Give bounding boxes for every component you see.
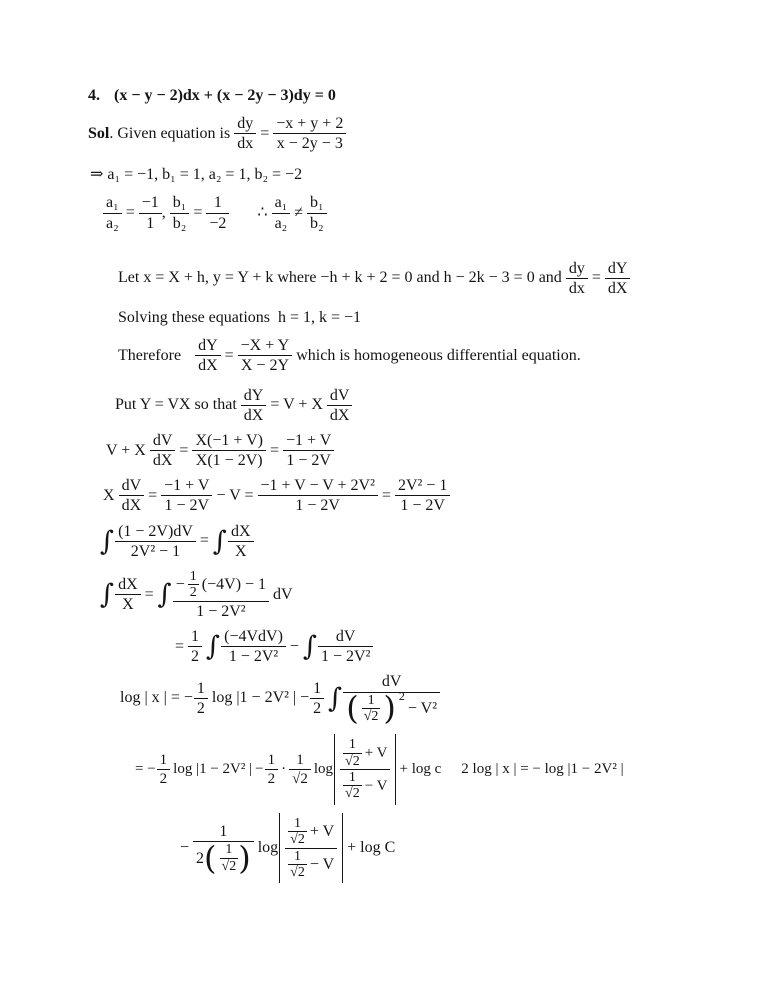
denominator: 2 xyxy=(310,698,324,718)
denominator: dX xyxy=(195,355,221,375)
equals-sign: = xyxy=(144,585,154,603)
absolute-value-group xyxy=(279,813,343,884)
denominator: √2 xyxy=(345,753,360,769)
solution-intro-line xyxy=(88,114,765,153)
numerator: −1 + V − V + 2V² xyxy=(260,477,375,495)
fraction xyxy=(288,849,307,881)
denominator: √2 xyxy=(363,708,379,724)
fraction xyxy=(395,476,450,515)
fraction xyxy=(289,751,311,788)
math-text: which is homogeneous differential equation. xyxy=(296,346,581,364)
ratio-test-line xyxy=(103,193,765,232)
numerator: dX xyxy=(118,576,138,594)
math-text: − V xyxy=(364,777,388,794)
integral-sign: ∫ xyxy=(206,631,221,663)
fraction xyxy=(340,737,390,802)
numerator: 1 xyxy=(267,752,276,769)
numerator: b₁ xyxy=(172,194,187,212)
problem-statement: (x − y − 2)dx + (x − 2y − 3)dy = 0 xyxy=(114,87,336,104)
numerator: (−4VdV) xyxy=(224,627,283,645)
math-text: 2 xyxy=(196,849,205,867)
integral-sign: ∫ xyxy=(302,631,318,663)
integral-sign: ∫ xyxy=(157,579,172,611)
equals-sign: = xyxy=(224,346,234,364)
log-text: log xyxy=(257,839,279,857)
numerator: 1 xyxy=(348,737,356,753)
denominator: X xyxy=(115,594,141,614)
math-text: Solving these equations h = 1, k = −1 xyxy=(118,309,362,327)
math-text: − V = xyxy=(216,486,254,504)
denominator: dX xyxy=(119,495,145,515)
fraction xyxy=(605,259,631,298)
integral-line xyxy=(100,522,765,561)
numerator: −1 + V xyxy=(164,477,210,495)
integral-line xyxy=(100,569,765,621)
minus-sign: − xyxy=(180,839,190,857)
fraction xyxy=(188,569,199,601)
fraction xyxy=(119,476,145,515)
denominator: dx xyxy=(566,278,588,298)
numerator: 1 xyxy=(293,848,301,864)
math-text: + log c xyxy=(399,761,442,778)
numerator: dy xyxy=(568,259,585,277)
fraction xyxy=(272,193,291,232)
denominator: 1 − 2V xyxy=(161,495,212,515)
fraction xyxy=(265,751,279,788)
math-text: + V xyxy=(309,823,335,841)
denominator: √2 xyxy=(290,865,305,881)
fraction xyxy=(115,522,196,561)
numerator: 1 xyxy=(219,823,228,841)
denominator: b₂ xyxy=(307,213,327,233)
denominator: a₂ xyxy=(272,213,291,233)
fraction xyxy=(273,114,346,153)
fraction xyxy=(228,522,254,561)
multiply-dot: · xyxy=(281,761,287,778)
numerator: (1 − 2V)dV xyxy=(118,522,193,540)
numerator: −x + y + 2 xyxy=(276,115,344,132)
fraction xyxy=(318,627,373,666)
denominator: 2 xyxy=(157,769,171,788)
numerator: b₁ xyxy=(310,194,324,212)
fraction xyxy=(157,751,171,788)
math-text: X xyxy=(103,486,115,504)
denominator: 1 − 2V xyxy=(283,450,334,470)
comma: , xyxy=(161,204,166,222)
log-result-line xyxy=(135,734,765,805)
numerator: 1 xyxy=(213,194,222,212)
fraction xyxy=(170,193,190,232)
equals-sign: = xyxy=(148,486,158,504)
open-paren: ( xyxy=(204,838,217,877)
sol-label: Sol xyxy=(88,124,110,142)
math-text: = V + X xyxy=(270,396,323,414)
therefore-symbol: ∴ xyxy=(257,204,268,222)
denominator: X(1 − 2V) xyxy=(192,450,266,470)
minus-sign: − xyxy=(175,576,185,594)
numerator: dY xyxy=(607,259,628,277)
fraction xyxy=(327,386,353,425)
equals-sign: = xyxy=(381,486,391,504)
numerator xyxy=(340,737,390,769)
fraction xyxy=(161,476,212,515)
numerator: −X + Y xyxy=(240,337,290,355)
fraction xyxy=(194,679,208,718)
numerator: a₁ xyxy=(274,194,288,212)
denominator: √2 xyxy=(289,769,311,788)
numerator: dX xyxy=(230,522,251,540)
fraction xyxy=(188,627,202,666)
math-text: 2 log | x | = − log |1 − 2V² | xyxy=(461,761,624,778)
fraction xyxy=(258,476,378,515)
denominator: 2 xyxy=(188,646,202,666)
numerator: 1 xyxy=(189,569,197,584)
problem-line xyxy=(88,86,765,106)
fraction xyxy=(310,679,324,718)
fraction xyxy=(285,816,337,881)
math-text: log |1 − 2V² | xyxy=(211,689,297,707)
math-text: V + X xyxy=(106,441,146,459)
integral-sign: ∫ xyxy=(212,525,227,557)
denominator: 2 xyxy=(194,698,208,718)
equals-sign: = xyxy=(193,204,203,222)
numerator: dV xyxy=(335,627,356,645)
denominator: X − 2Y xyxy=(238,355,293,375)
numerator: dV xyxy=(381,673,402,691)
math-text: −h + k + 2 = 0 and xyxy=(320,269,440,287)
fraction xyxy=(192,431,266,470)
denominator: √2 xyxy=(290,832,305,848)
fraction xyxy=(362,693,381,725)
equals-sign: = xyxy=(269,441,279,459)
coefficients-text: ⇒ a₁ = −1, b₁ = 1, a₂ = 1, b₂ = −2 xyxy=(90,166,303,184)
close-paren: ) xyxy=(238,838,251,877)
close-paren: ) xyxy=(383,688,396,727)
intro-text: . Given equation is xyxy=(109,124,231,142)
numerator: 1 xyxy=(367,692,375,708)
fraction xyxy=(173,569,269,621)
problem-number: 4. xyxy=(88,87,100,104)
denominator: √2 xyxy=(345,786,360,802)
numerator: dY xyxy=(243,386,264,404)
denominator: √2 xyxy=(221,858,237,874)
denominator: dX xyxy=(241,405,267,425)
fraction xyxy=(343,737,362,769)
numerator: 2V² − 1 xyxy=(397,477,448,495)
equation-line xyxy=(106,431,765,470)
fraction xyxy=(288,816,307,848)
denominator: 1 − 2V xyxy=(395,495,450,515)
minus-sign: − xyxy=(255,761,264,778)
numerator: X(−1 + V) xyxy=(195,431,263,449)
numerator: 1 xyxy=(348,770,356,786)
integral-sign: ∫ xyxy=(328,682,343,714)
equals-sign: = xyxy=(199,532,209,550)
substitution-line xyxy=(118,259,765,298)
log-line xyxy=(120,672,765,727)
fraction xyxy=(221,627,286,666)
numerator: dy xyxy=(237,115,254,132)
denominator xyxy=(343,688,440,727)
equals-sign: = xyxy=(125,204,135,222)
equals-sign: = xyxy=(179,441,189,459)
integral-sign: ∫ xyxy=(100,525,115,557)
denominator: dX xyxy=(150,450,176,470)
minus-sign: − xyxy=(183,689,193,707)
fraction xyxy=(283,431,334,470)
math-text: − V xyxy=(309,855,335,873)
denominator: X xyxy=(228,541,254,561)
fraction xyxy=(343,672,440,727)
numerator: 1 xyxy=(159,752,168,769)
denominator: b₂ xyxy=(170,213,190,233)
numerator: 1 xyxy=(191,627,200,645)
math-text: = − xyxy=(135,761,156,778)
integral-line xyxy=(175,627,765,666)
minus-sign: − xyxy=(300,689,310,707)
denominator: a₂ xyxy=(103,213,122,233)
fraction xyxy=(343,770,362,802)
denominator: 1 − 2V² xyxy=(173,601,269,621)
log-text: log xyxy=(313,761,334,778)
denominator: 2 xyxy=(265,769,279,788)
denominator: 1 − 2V² xyxy=(318,646,373,666)
denominator: dX xyxy=(605,278,631,298)
fraction xyxy=(566,259,588,298)
numerator: 1 xyxy=(293,815,301,831)
numerator: −1 + V xyxy=(286,431,332,449)
numerator: 1 xyxy=(225,842,233,858)
math-text: Put Y = VX so that xyxy=(115,396,237,414)
math-text: log | x | = xyxy=(120,689,180,707)
fraction xyxy=(150,431,176,470)
equals-sign: = xyxy=(260,124,270,142)
fraction xyxy=(234,114,256,153)
math-text: dV xyxy=(273,585,293,603)
put-substitution-line xyxy=(115,386,765,425)
coefficients-line xyxy=(90,165,765,185)
numerator: dV xyxy=(121,477,142,495)
absolute-value-group xyxy=(334,734,396,805)
fraction xyxy=(193,822,254,877)
denominator: dx xyxy=(234,133,256,153)
fraction xyxy=(238,336,293,375)
numerator: a₁ xyxy=(106,194,119,212)
fraction xyxy=(139,193,162,232)
numerator xyxy=(285,816,337,848)
fraction xyxy=(307,193,327,232)
integral-sign: ∫ xyxy=(100,579,115,611)
math-text: log |1 − 2V² | xyxy=(173,761,253,778)
denominator xyxy=(285,848,337,881)
denominator: 2 xyxy=(189,585,197,601)
numerator: 1 xyxy=(296,752,304,769)
homogeneous-line xyxy=(118,336,765,375)
numerator xyxy=(173,569,269,601)
numerator: 1 xyxy=(196,679,205,697)
math-text: − V² xyxy=(407,699,437,717)
math-text: and xyxy=(538,269,562,287)
fraction xyxy=(195,336,221,375)
denominator: 1 − 2V² xyxy=(221,646,286,666)
numerator: dY xyxy=(198,337,218,355)
equals-sign: = xyxy=(591,269,601,287)
math-text: h − 2k − 3 = 0 xyxy=(443,269,535,287)
final-line xyxy=(180,813,765,884)
denominator xyxy=(340,769,390,802)
math-text: Let x = X + h, y = Y + k where xyxy=(118,269,317,287)
numerator: dV xyxy=(329,386,350,404)
denominator: 2V² − 1 xyxy=(115,541,196,561)
denominator: 1 xyxy=(139,213,162,233)
denominator: 1 − 2V xyxy=(258,495,378,515)
fraction xyxy=(115,575,141,614)
numerator: 1 xyxy=(313,679,322,697)
denominator: x − 2y − 3 xyxy=(273,133,346,153)
exponent: 2 xyxy=(398,688,405,703)
fraction xyxy=(220,842,239,874)
math-text: + V xyxy=(364,745,388,762)
denominator: dX xyxy=(327,405,353,425)
denominator xyxy=(193,838,254,877)
open-paren: ( xyxy=(346,688,359,727)
fraction xyxy=(103,193,122,232)
fraction xyxy=(241,386,267,425)
equation-line xyxy=(103,476,765,515)
math-text: Therefore xyxy=(118,346,182,364)
math-text: + log C xyxy=(347,839,396,857)
denominator: −2 xyxy=(206,213,229,233)
minus-sign: − xyxy=(289,637,299,655)
numerator: −1 xyxy=(141,194,159,212)
fraction xyxy=(206,193,229,232)
not-equal-sign: ≠ xyxy=(294,204,304,222)
math-text: (−4V) − 1 xyxy=(201,576,267,594)
numerator: dV xyxy=(152,431,173,449)
solving-line xyxy=(118,308,765,328)
equals-sign: = xyxy=(175,637,185,655)
